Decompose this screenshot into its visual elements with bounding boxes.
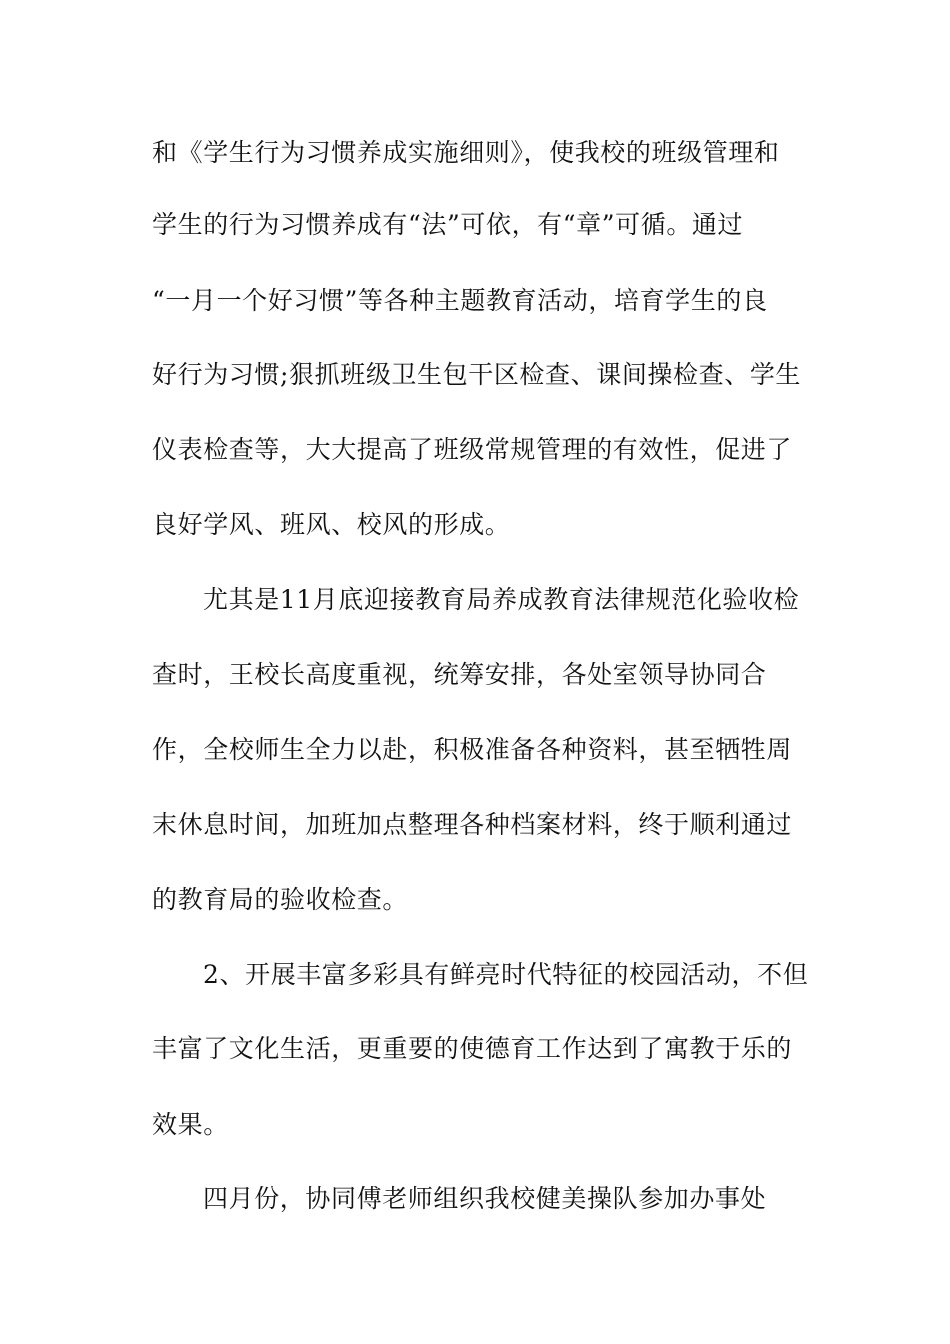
text-line-10: 末休息时间，加班加点整理各种档案材料，终于顺利通过 — [152, 810, 793, 839]
text-line-7: 尤其是11月底迎接教育局养成教育法律规范化验收检 — [203, 585, 800, 614]
text-line-8: 查时，王校长高度重视，统筹安排，各处室领导协同合 — [152, 660, 767, 689]
text-line-5: 仪表检查等，大大提高了班级常规管理的有效性，促进了 — [152, 435, 793, 464]
text-line-3: “一月一个好习惯”等各种主题教育活动，培育学生的良 — [152, 286, 768, 315]
text-line-15: 四月份，协同傅老师组织我校健美操队参加办事处 — [203, 1184, 767, 1213]
text-line-1: 和《学生行为习惯养成实施细则》，使我校的班级管理和 — [152, 138, 780, 167]
text-line-12: 2、开展丰富多彩具有鲜亮时代特征的校园活动，不但 — [203, 960, 809, 989]
text-line-13: 丰富了文化生活，更重要的使德育工作达到了寓教于乐的 — [152, 1034, 793, 1063]
text-line-9: 作，全校师生全力以赴，积极准备各种资料，甚至牺牲周 — [152, 735, 793, 764]
text-line-14: 效果。 — [152, 1110, 229, 1139]
text-line-2: 学生的行为习惯养成有“法”可依，有“章”可循。通过 — [152, 210, 744, 239]
text-line-4: 好行为习惯;狠抓班级卫生包干区检查、课间操检查、学生 — [152, 360, 802, 389]
text-line-11: 的教育局的验收检查。 — [152, 885, 409, 914]
text-line-6: 良好学风、班风、校风的形成。 — [152, 510, 511, 539]
